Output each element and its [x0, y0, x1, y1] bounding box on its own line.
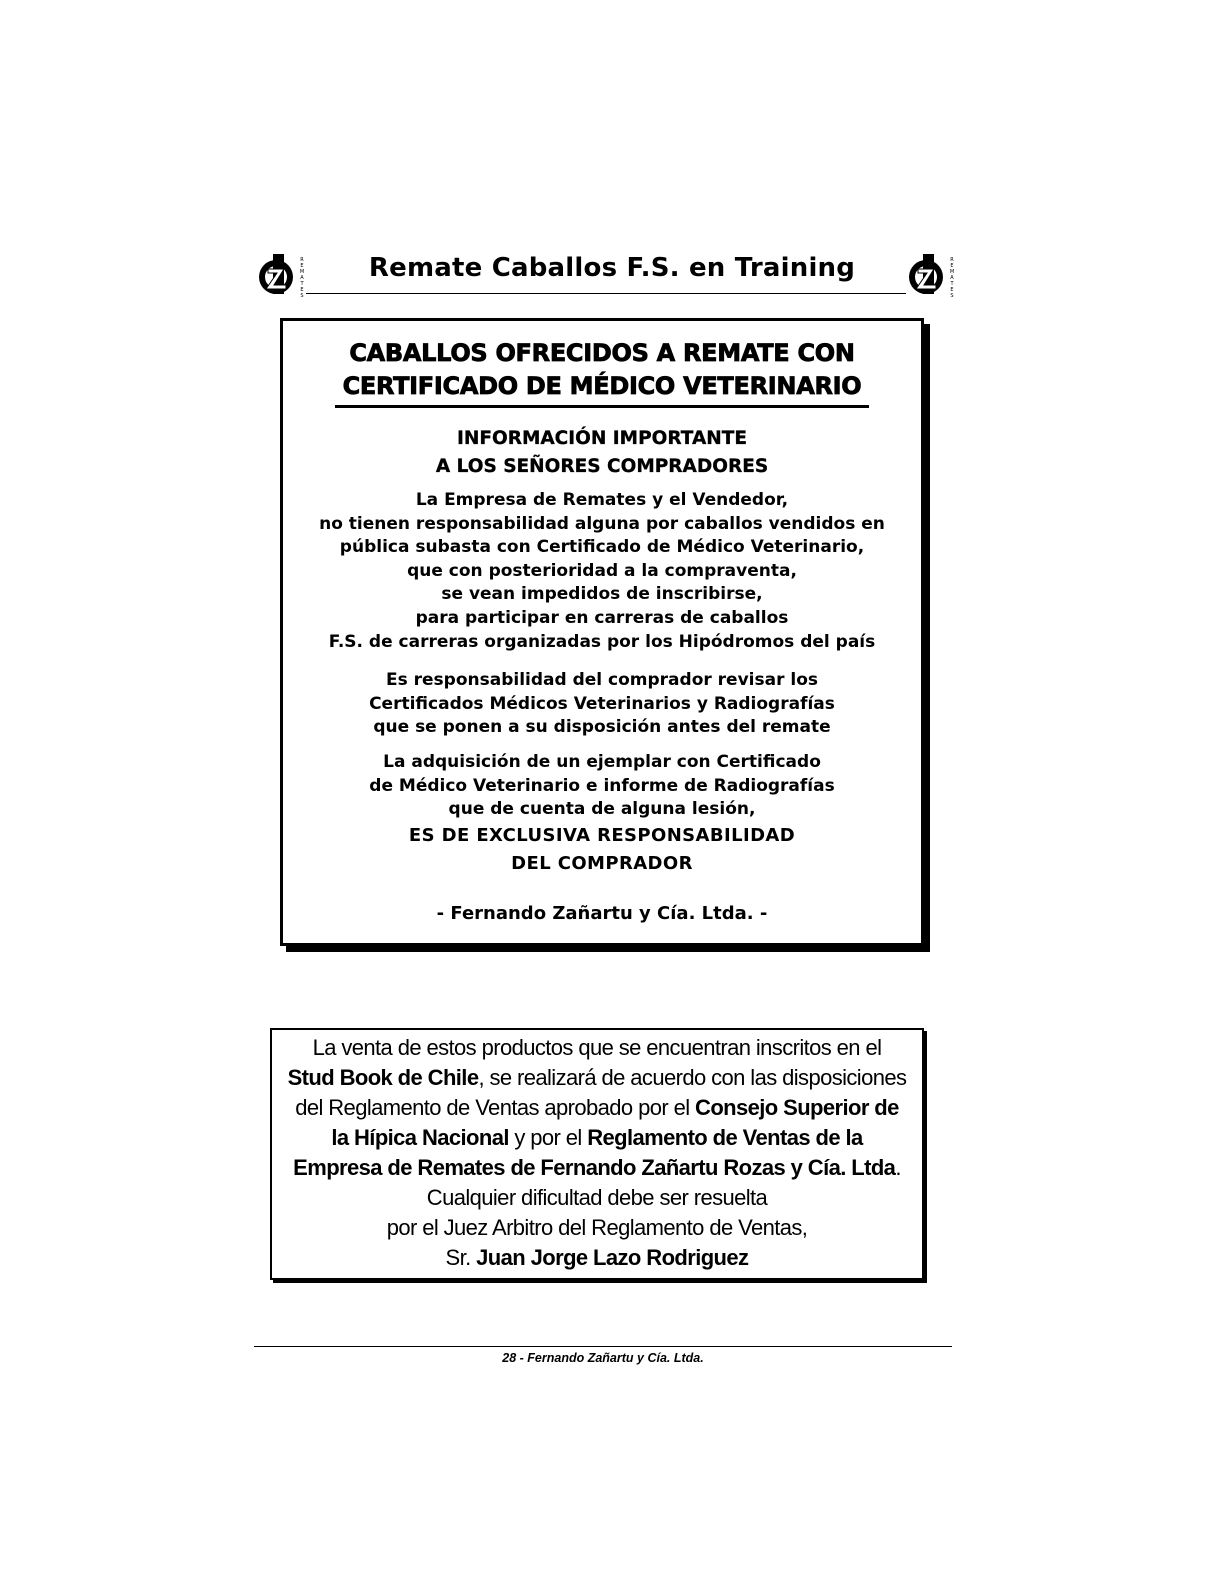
- remates-logo: [906, 252, 966, 298]
- header-divider: [306, 293, 906, 294]
- notice-box: [280, 318, 924, 946]
- svg-text:M: M: [299, 269, 305, 275]
- legal-line: del Reglamento de Ventas aprobado por el Consejo Superior de: [295, 1095, 899, 1120]
- company-signature: - Fernando Zañartu y Cía. Ltda. -: [436, 903, 768, 924]
- legal-line: Sr. Juan Jorge Lazo Rodriguez: [445, 1245, 749, 1270]
- legal-line: Stud Book de Chile, se realizará de acuerdo con las disposiciones: [287, 1065, 907, 1090]
- legal-line: La venta de estos productos que se encuentran inscritos en el: [312, 1035, 882, 1060]
- svg-text:A: A: [950, 275, 954, 281]
- notice-subtitle: INFORMACIÓN IMPORTANTE A LOS SEÑORES COMPRADORES: [435, 428, 769, 477]
- svg-text:R: R: [950, 257, 954, 263]
- responsibility-paragraph: La adquisición de un ejemplar con Certificado de Médico Veterinario e informe de Radiografías que de cuenta de alguna lesión, ES DE EXCLUSIVA RESPONSABILIDAD DEL COMPRADOR: [283, 751, 921, 878]
- exclusive-responsibility-line: ES DE EXCLUSIVA RESPONSABILIDAD: [408, 824, 796, 846]
- legal-line: la Hípica Nacional y por el Reglamento de Ventas de la: [331, 1125, 863, 1150]
- svg-text:T: T: [300, 281, 304, 287]
- legal-line: Empresa de Remates de Fernando Zañartu Rozas y Cía. Ltda.: [293, 1155, 901, 1180]
- footer-divider: [254, 1346, 952, 1347]
- svg-text:E: E: [950, 287, 954, 293]
- svg-text:R: R: [300, 257, 304, 263]
- disclaimer-paragraph: La Empresa de Remates y el Vendedor, no tienen responsabilidad alguna por caballos vendidos en pública subasta con Certificado de Médico Veterinario, que con posterioridad a la compraventa, se vean impedidos de inscribirse, para participar en carreras de caballos F.S. de carreras organizadas por los Hipódromos del país: [319, 490, 885, 652]
- svg-text:E: E: [950, 263, 954, 269]
- legal-line: por el Juez Arbitro del Reglamento de Ventas,: [386, 1215, 808, 1240]
- legal-line: Cualquier dificultad debe ser resuelta: [426, 1185, 768, 1210]
- legal-notice-box: [270, 1028, 924, 1280]
- svg-text:E: E: [300, 263, 304, 269]
- svg-text:M: M: [949, 269, 955, 275]
- page-footer: 28 - Fernando Zañartu y Cía. Ltda.: [502, 1351, 704, 1365]
- svg-text:S: S: [950, 293, 954, 298]
- page-title: Remate Caballos F.S. en Training: [368, 253, 856, 283]
- svg-text:S: S: [300, 293, 304, 298]
- svg-text:E: E: [300, 287, 304, 293]
- svg-text:T: T: [950, 281, 954, 287]
- notice-title: CABALLOS OFRECIDOS A REMATE CON CERTIFICADO DE MÉDICO VETERINARIO: [342, 339, 862, 400]
- title-divider: [335, 405, 869, 408]
- svg-text:A: A: [300, 275, 304, 281]
- remates-logo: [256, 252, 316, 298]
- buyer-review-paragraph: Es responsabilidad del comprador revisar los Certificados Médicos Veterinarios y Radiografías que se ponen a su disposición antes del remate: [369, 670, 835, 738]
- exclusive-responsibility-line: DEL COMPRADOR: [511, 852, 693, 874]
